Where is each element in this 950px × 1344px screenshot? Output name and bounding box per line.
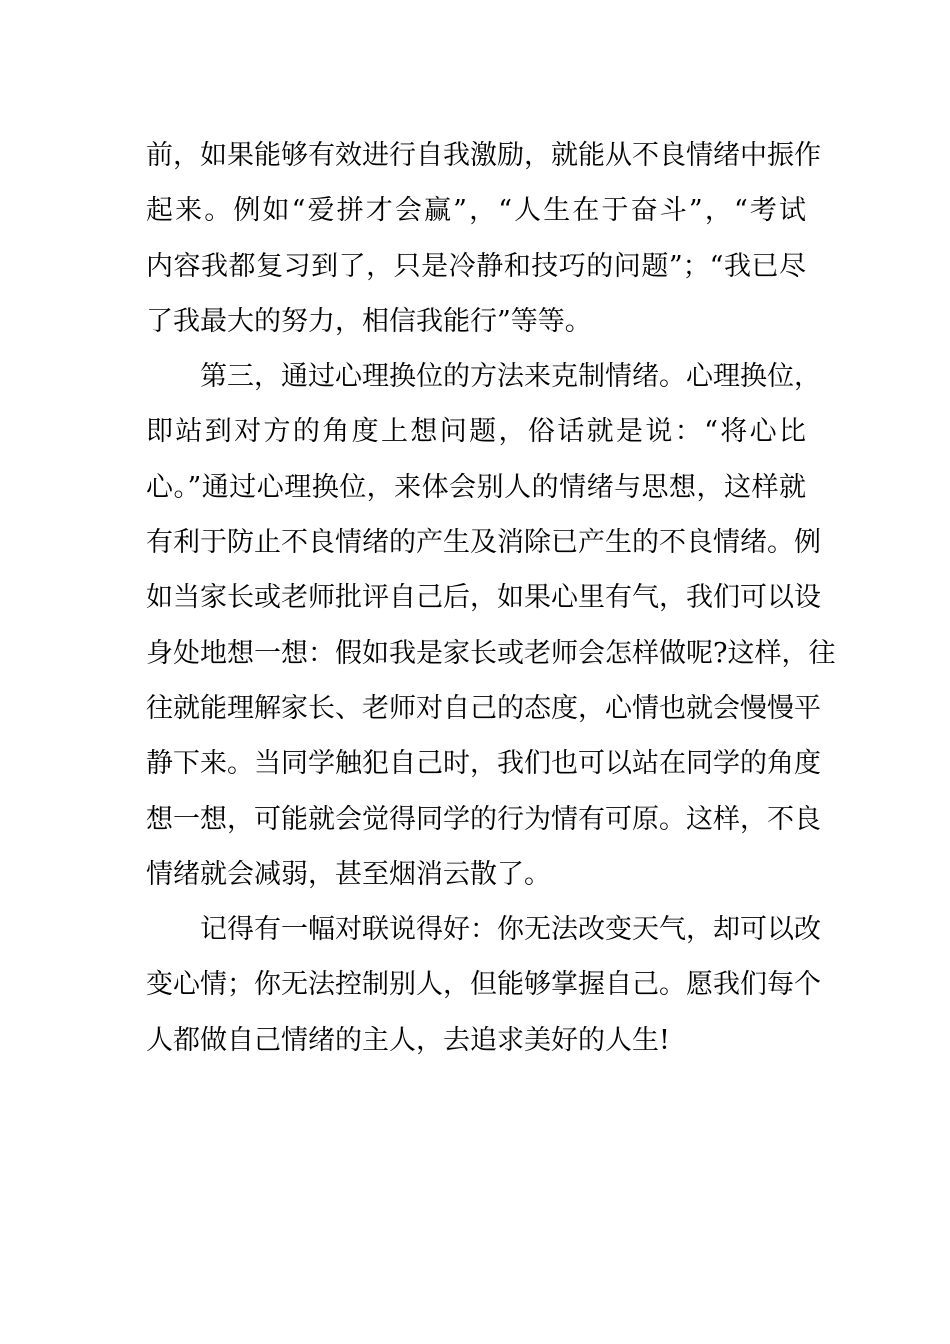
paragraph-conclusion bbox=[146, 902, 821, 1068]
text-line: 内容我都复习到了，只是冷静和技巧的问题”；“我已尽 bbox=[146, 250, 806, 282]
paragraph-self-motivation bbox=[146, 128, 821, 349]
paragraph-empathy bbox=[146, 349, 836, 902]
text-line: 起来。例如“爱拼才会赢”，“人生在于奋斗”，“考试 bbox=[146, 195, 806, 227]
text-line: 如当家长或老师批评自己后，如果心里有气，我们可以设 bbox=[146, 582, 821, 614]
text-line: 往就能理解家长、老师对自己的态度，心情也就会慢慢平 bbox=[146, 692, 821, 724]
text-line: 了我最大的努力，相信我能行”等等。 bbox=[146, 305, 592, 337]
text-line: 变心情；你无法控制别人，但能够掌握自己。愿我们每个 bbox=[146, 969, 821, 1001]
text-line: 情绪就会减弱，甚至烟消云散了。 bbox=[146, 858, 551, 890]
text-line: 静下来。当同学触犯自己时，我们也可以站在同学的角度 bbox=[146, 748, 821, 780]
text-line: 心。”通过心理换位，来体会别人的情绪与思想，这样就 bbox=[146, 471, 806, 503]
document-body bbox=[146, 128, 836, 1068]
text-line: 第三，通过心理换位的方法来克制情绪。心理换位， bbox=[200, 361, 821, 393]
text-line: 人都做自己情绪的主人，去追求美好的人生! bbox=[146, 1024, 670, 1056]
text-line: 想一想，可能就会觉得同学的行为情有可原。这样，不良 bbox=[146, 803, 821, 835]
text-line: 即站到对方的角度上想问题，俗话就是说：“将心比 bbox=[146, 416, 806, 448]
text-line: 身处地想一想：假如我是家长或老师会怎样做呢?这样，往 bbox=[146, 637, 836, 669]
text-line: 记得有一幅对联说得好：你无法改变天气，却可以改 bbox=[200, 914, 821, 946]
text-line: 前，如果能够有效进行自我激励，就能从不良情绪中振作 bbox=[146, 140, 821, 171]
text-line: 有利于防止不良情绪的产生及消除已产生的不良情绪。例 bbox=[146, 527, 821, 559]
